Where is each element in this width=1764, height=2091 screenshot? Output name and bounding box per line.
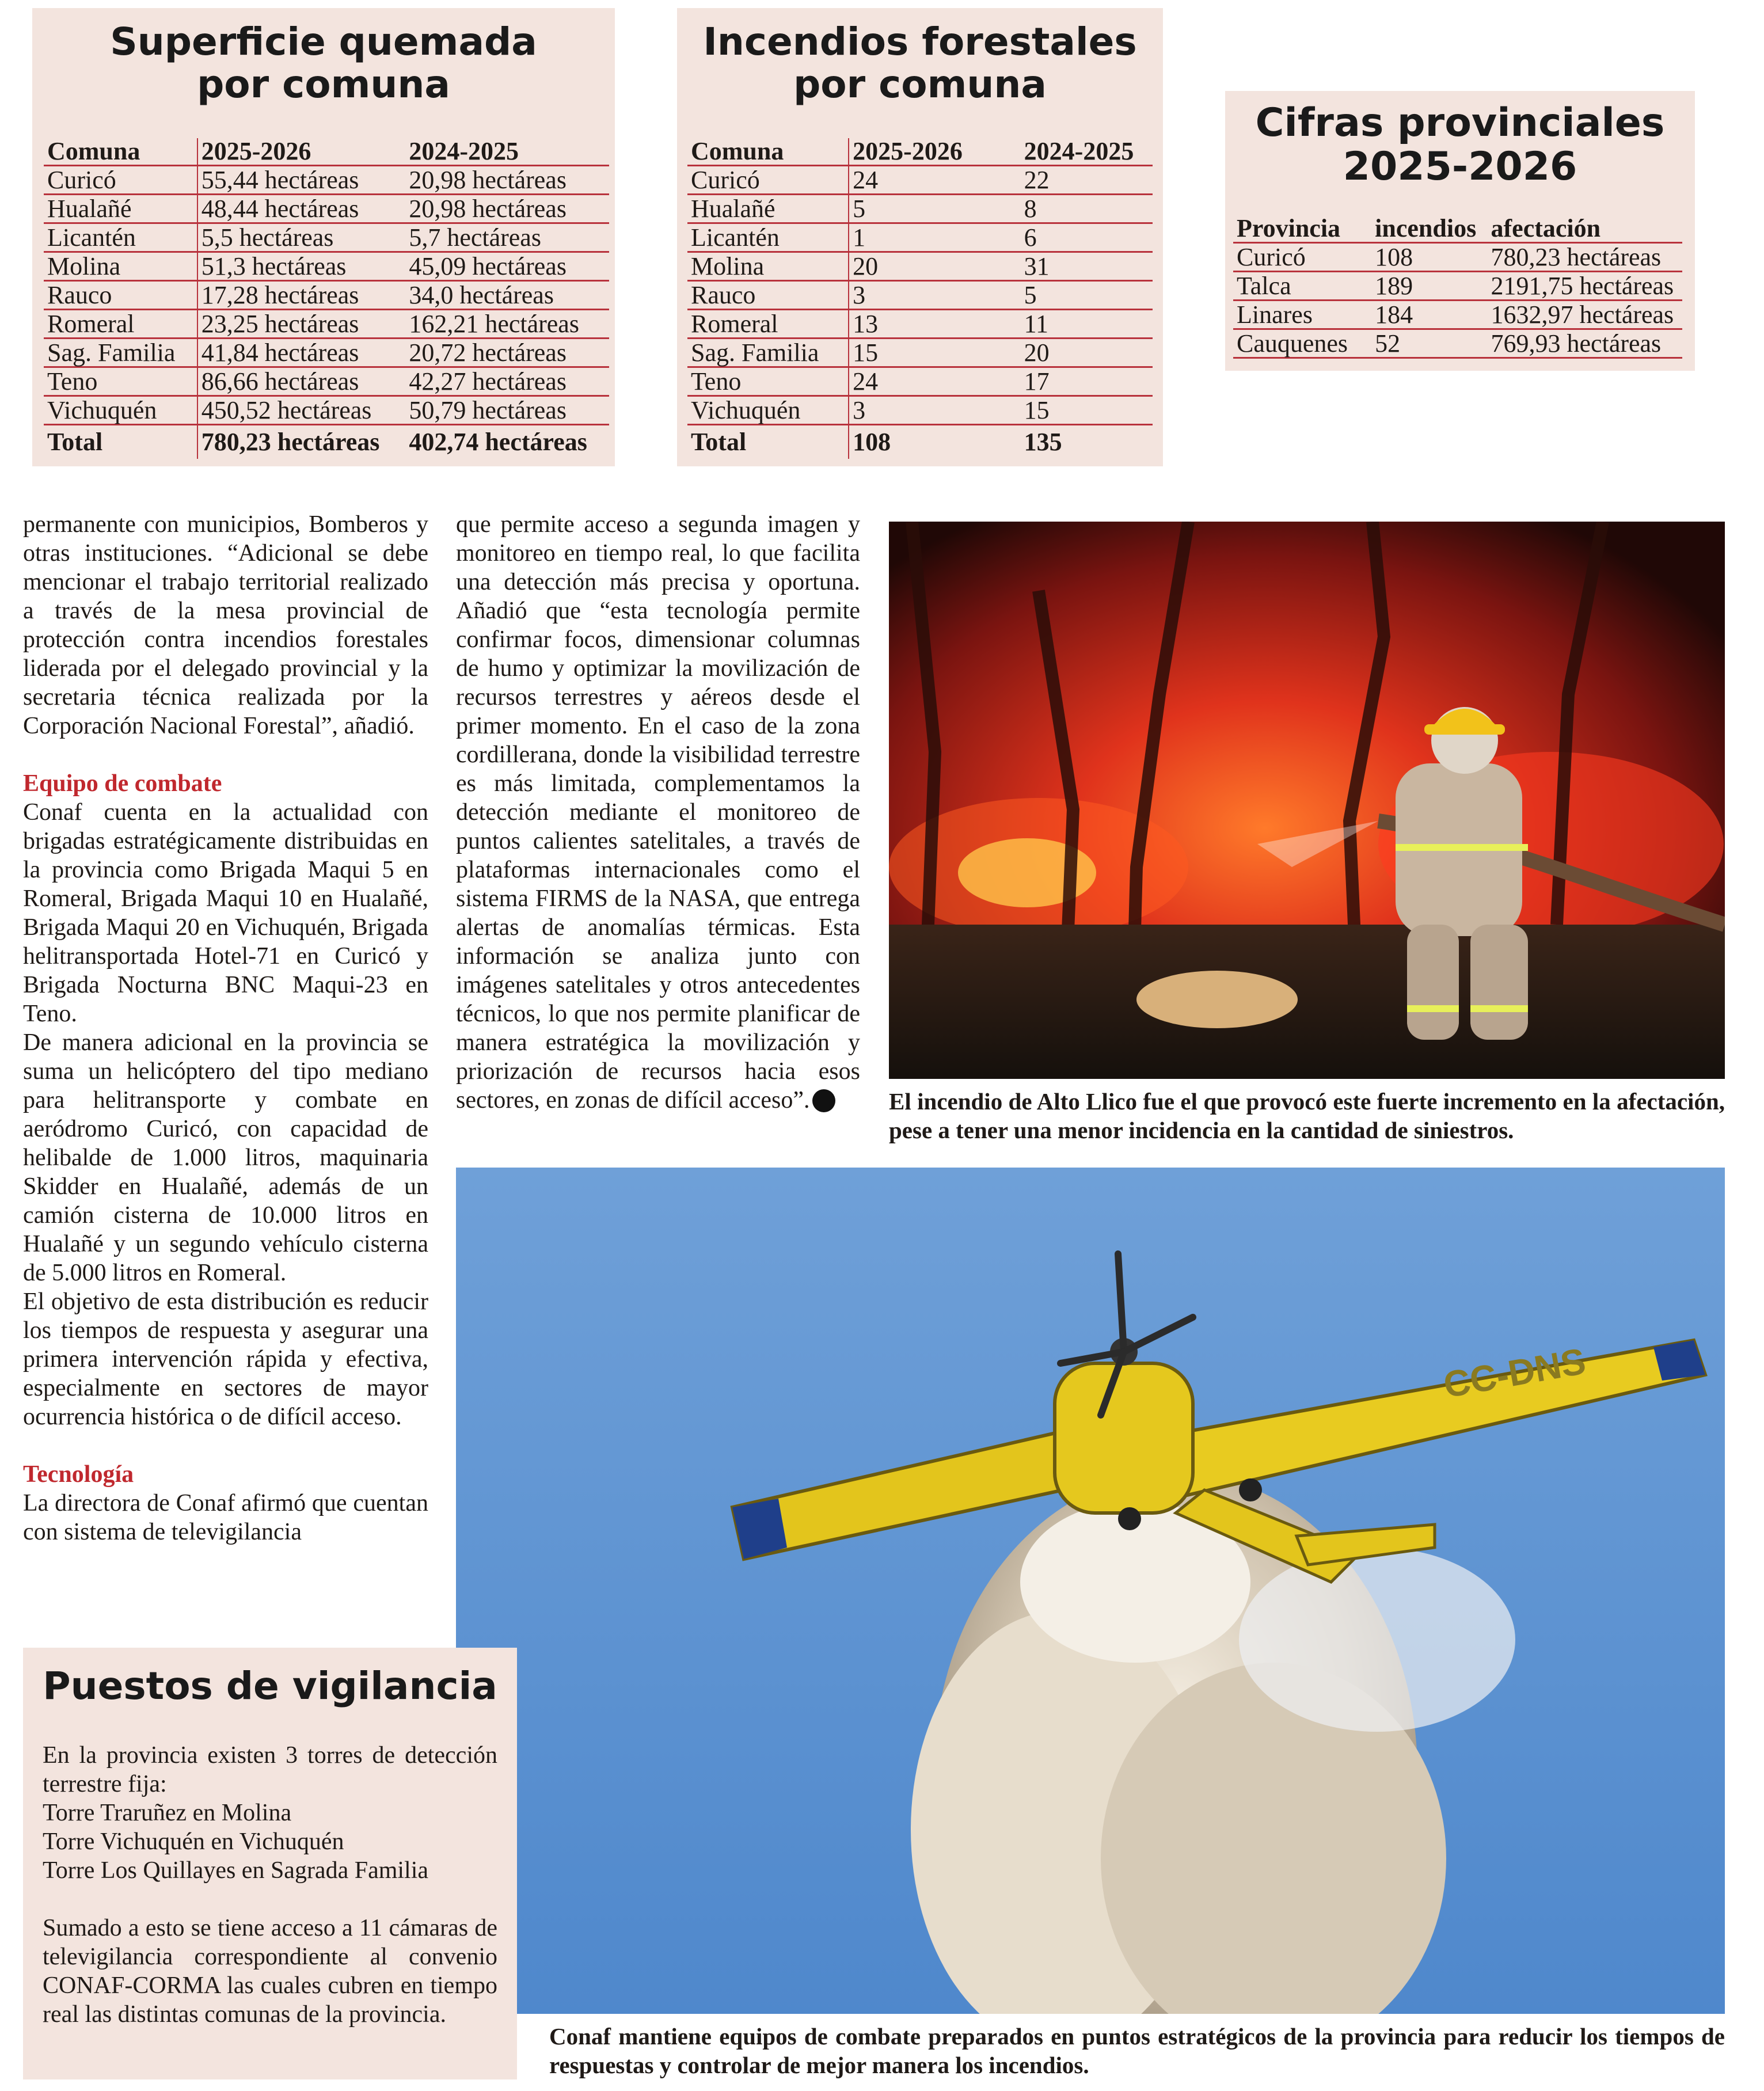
table-row — [687, 367, 1153, 396]
table-cell: Linares — [1233, 301, 1371, 329]
table-cell: 17 — [1021, 367, 1153, 396]
table-cell: Rauco — [44, 281, 197, 310]
table-row — [687, 223, 1153, 252]
table-cell: 11 — [1021, 310, 1153, 339]
table-cell: 20 — [1021, 339, 1153, 367]
table-row — [687, 166, 1153, 195]
column-header: incendios — [1371, 215, 1487, 243]
superficie-table — [44, 138, 609, 459]
table-cell: Hualañé — [687, 195, 849, 223]
table-cell: Molina — [44, 252, 197, 281]
table-cell: 51,3 hectáreas — [197, 252, 406, 281]
puestos-body — [43, 1741, 497, 2029]
table-row — [1233, 329, 1682, 358]
table-row — [44, 396, 609, 425]
firefighter-photo — [889, 522, 1725, 1079]
superficie-title-line1: Superficie quemada — [110, 20, 537, 64]
torre-item: Torre Vichuquén en Vichuquén — [43, 1828, 344, 1855]
table-cell: Talca — [1233, 272, 1371, 301]
puestos-intro: En la provincia existen 3 torres de detección terrestre fija: — [43, 1742, 497, 1797]
plane-registration: CC-DNS — [1440, 1340, 1589, 1406]
column-header: 2025-2026 — [197, 138, 406, 166]
total-cell: 780,23 hectáreas — [201, 428, 380, 456]
table-cell: 48,44 hectáreas — [197, 195, 406, 223]
incendios-box — [677, 8, 1163, 466]
column-header: 2025-2026 — [849, 138, 1021, 166]
table-cell: 5 — [849, 195, 1021, 223]
table-cell: Cauquenes — [1233, 329, 1371, 358]
table-total-row — [44, 425, 609, 459]
incendios-title-line1: Incendios forestales — [703, 20, 1137, 64]
article-paragraph: permanente con municipios, Bomberos y otras instituciones. “Adicional se debe mencionar el trabajo territorial realizado a través de la mesa provincial de protección contra incendios forestales liderada por el delegado provincial y la secretaria técnica realizada por la Corporación Nacional Forestal”, añadió. — [23, 511, 428, 739]
torre-item: Torre Traruñez en Molina — [43, 1799, 292, 1826]
table-cell: 31 — [1021, 252, 1153, 281]
table-row — [44, 252, 609, 281]
table-cell: 24 — [849, 367, 1021, 396]
puestos-closing: Sumado a esto se tiene acceso a 11 cámaras de televigilancia correspondiente al convenio CONAF-CORMA las cuales cubren en tiempo real las distintas comunas de la provincia. — [43, 1914, 497, 2028]
total-cell: Total — [687, 425, 849, 459]
table-cell: 20,98 hectáreas — [405, 166, 609, 195]
incendios-table — [687, 138, 1153, 459]
table-cell: Vichuquén — [44, 396, 197, 425]
table-cell: 108 — [1371, 243, 1487, 272]
table-cell: 8 — [1021, 195, 1153, 223]
table-row — [687, 281, 1153, 310]
table-cell: Sag. Familia — [687, 339, 849, 367]
plane-photo-caption: Conaf mantiene equipos de combate preparados en puntos estratégicos de la provincia para reducir los tiempos de respuestas y controlar de mejor manera los incendios. — [549, 2023, 1725, 2078]
table-cell: 5,5 hectáreas — [197, 223, 406, 252]
table-row — [44, 281, 609, 310]
article-paragraph: El objetivo de esta distribución es reducir los tiempos de respuesta y asegurar una primera intervención rápida y efectiva, especialmente en sectores de mayor ocurrencia histórica o de difícil acceso. — [23, 1288, 428, 1430]
firefighting-plane-photo — [456, 1168, 1725, 2014]
article-paragraph: La directora de Conaf afirmó que cuentan con sistema de televigilancia — [23, 1490, 428, 1545]
table-cell: 34,0 hectáreas — [405, 281, 609, 310]
incendios-title — [677, 21, 1163, 106]
table-cell: 5,7 hectáreas — [405, 223, 609, 252]
article-paragraph: Conaf cuenta en la actualidad con brigadas estratégicamente distribuidas en la provincia como Brigada Maqui 5 en Romeral, Brigada Maqui 10 en Hualañé, Brigada Maqui 20 en Vichuquén, Brigada helitransportada Hotel-71 en Curicó y Brigada Nocturna BNC Maqui-23 en Teno. — [23, 799, 428, 1027]
article-paragraph: De manera adicional en la provincia se suma un helicóptero del tipo mediano para helitransporte y combate en aeródromo Curicó, con capacidad de helibalde de 1.000 litros, maquinaria Skidder en Hualañé, además de un camión cisterna de 10.000 litros en Hualañé y un segundo vehículo cisterna de 5.000 litros en Romeral. — [23, 1029, 428, 1286]
table-cell: Licantén — [44, 223, 197, 252]
puestos-box — [23, 1648, 517, 2079]
total-cell: 108 — [853, 428, 891, 456]
table-cell: Hualañé — [44, 195, 197, 223]
plane-photo-illustration — [456, 1168, 1725, 2014]
superficie-title-line2: por comuna — [197, 62, 450, 107]
table-cell: 450,52 hectáreas — [197, 396, 406, 425]
table-cell: 162,21 hectáreas — [405, 310, 609, 339]
table-row — [1233, 243, 1682, 272]
table-header-row — [44, 138, 609, 166]
table-cell: 45,09 hectáreas — [405, 252, 609, 281]
article-paragraph — [456, 510, 860, 1115]
table-cell: Vichuquén — [687, 396, 849, 425]
table-header-row — [687, 138, 1153, 166]
provinciales-title-line1: Cifras provinciales — [1255, 100, 1665, 146]
table-cell: Sag. Familia — [44, 339, 197, 367]
table-cell: 3 — [849, 396, 1021, 425]
total-cell: Total — [44, 425, 197, 459]
table-cell: 769,93 hectáreas — [1488, 329, 1682, 358]
table-cell: Rauco — [687, 281, 849, 310]
table-row — [687, 195, 1153, 223]
table-cell: Teno — [44, 367, 197, 396]
column-header: Provincia — [1233, 215, 1371, 243]
provinciales-box — [1225, 91, 1695, 371]
torre-item: Torre Los Quillayes en Sagrada Familia — [43, 1857, 429, 1884]
column-header: 2024-2025 — [405, 138, 609, 166]
table-cell: 24 — [849, 166, 1021, 195]
table-cell: 2191,75 hectáreas — [1488, 272, 1682, 301]
firefighter-photo-illustration — [889, 522, 1725, 1079]
article-paragraph-text: que permite acceso a segunda imagen y monitoreo en tiempo real, lo que facilita una detección más precisa y oportuna. Añadió que “esta tecnología permite confirmar focos, dimensionar columnas de humo y optimizar la movilización de recursos terrestres y aéreos desde el primer momento. En el caso de la zona cordillerana, donde la visibilidad terrestre es más limitada, complementamos la detección mediante el monitoreo de puntos calientes satelitales, a través de plataformas internacionales como el sistema FIRMS de la NASA, que entrega alertas de anomalías térmicas. Esta información se analiza junto con imágenes satelitales y otros antecedentes técnicos, lo que nos permite planificar de manera estratégica la movilización y priorización de recursos hacia esos sectores, en zonas de difícil acceso”. — [456, 511, 860, 1113]
table-row — [687, 339, 1153, 367]
table-cell: 41,84 hectáreas — [197, 339, 406, 367]
fire-photo-caption: El incendio de Alto Llico fue el que provocó este fuerte incremento en la afectación, pese a tener una menor incidencia en la cantidad de siniestros. — [889, 1088, 1725, 1143]
provinciales-title-line2: 2025-2026 — [1343, 144, 1577, 190]
table-cell: 13 — [849, 310, 1021, 339]
article-column-1 — [23, 510, 428, 1546]
table-row — [687, 310, 1153, 339]
table-row — [44, 367, 609, 396]
table-row — [44, 339, 609, 367]
table-row — [44, 166, 609, 195]
table-row — [44, 195, 609, 223]
table-cell: 52 — [1371, 329, 1487, 358]
table-cell: Curicó — [1233, 243, 1371, 272]
puestos-title: Puestos de vigilancia — [43, 1664, 497, 1708]
table-cell: 15 — [849, 339, 1021, 367]
table-cell: 1632,97 hectáreas — [1488, 301, 1682, 329]
column-header: Comuna — [44, 138, 197, 166]
table-cell: 50,79 hectáreas — [405, 396, 609, 425]
table-cell: Romeral — [687, 310, 849, 339]
table-cell: 20,98 hectáreas — [405, 195, 609, 223]
end-of-article-dot — [812, 1089, 835, 1112]
table-row — [687, 252, 1153, 281]
table-cell: 780,23 hectáreas — [1488, 243, 1682, 272]
table-cell: 86,66 hectáreas — [197, 367, 406, 396]
table-cell: 3 — [849, 281, 1021, 310]
table-cell: 22 — [1021, 166, 1153, 195]
table-cell: 55,44 hectáreas — [197, 166, 406, 195]
column-header: afectación — [1488, 215, 1682, 243]
total-cell: 135 — [1024, 428, 1062, 456]
table-header-row — [1233, 215, 1682, 243]
table-cell: Curicó — [44, 166, 197, 195]
table-cell: Teno — [687, 367, 849, 396]
subhead-tecnologia: Tecnología — [23, 1461, 134, 1488]
table-cell: 20,72 hectáreas — [405, 339, 609, 367]
table-cell: 15 — [1021, 396, 1153, 425]
table-row — [44, 310, 609, 339]
table-cell: 1 — [849, 223, 1021, 252]
table-row — [687, 396, 1153, 425]
table-cell: Romeral — [44, 310, 197, 339]
column-header: 2024-2025 — [1021, 138, 1153, 166]
incendios-title-line2: por comuna — [793, 62, 1047, 107]
table-cell: 17,28 hectáreas — [197, 281, 406, 310]
table-cell: 6 — [1021, 223, 1153, 252]
provinciales-title — [1225, 101, 1695, 189]
table-cell: 23,25 hectáreas — [197, 310, 406, 339]
article-column-2 — [456, 510, 860, 1115]
provinciales-table — [1233, 215, 1682, 359]
superficie-title — [32, 21, 615, 106]
table-cell: 189 — [1371, 272, 1487, 301]
table-row — [1233, 301, 1682, 329]
total-cell: 402,74 hectáreas — [409, 428, 587, 456]
subhead-equipo-de-combate: Equipo de combate — [23, 770, 222, 797]
table-cell: Licantén — [687, 223, 849, 252]
table-cell: 20 — [849, 252, 1021, 281]
table-cell: 5 — [1021, 281, 1153, 310]
table-cell: Curicó — [687, 166, 849, 195]
table-cell: 42,27 hectáreas — [405, 367, 609, 396]
superficie-box — [32, 8, 615, 466]
column-header: Comuna — [687, 138, 849, 166]
table-cell: 184 — [1371, 301, 1487, 329]
table-total-row — [687, 425, 1153, 459]
table-row — [1233, 272, 1682, 301]
table-row — [44, 223, 609, 252]
table-cell: Molina — [687, 252, 849, 281]
